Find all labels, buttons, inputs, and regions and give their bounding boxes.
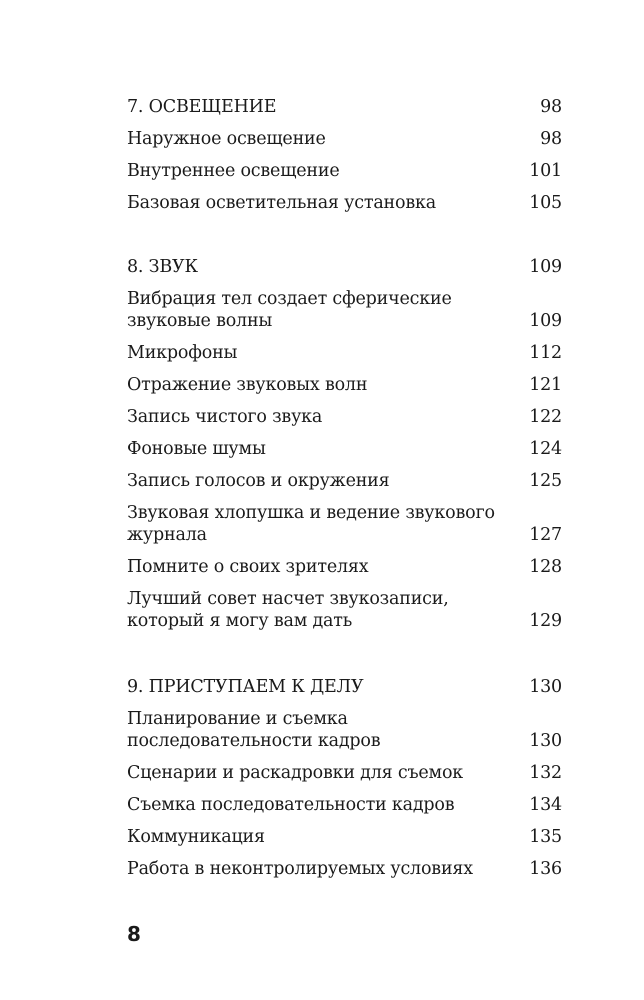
entry-title: Отражение звуковых волн [127,375,368,395]
toc-entry[interactable] [127,406,562,428]
entry-page: 98 [540,129,562,149]
chapter-title: 9. ПРИСТУПАЕМ К ДЕЛУ [127,677,364,697]
entry-page: 128 [529,557,562,577]
entry-page: 129 [529,611,562,631]
entry-title: Наружное освещение [127,129,326,149]
entry-title: Планирование и съемка последовательности кадров [127,709,381,751]
toc-entry[interactable] [127,826,562,848]
entry-page: 130 [529,731,562,751]
chapter-heading[interactable] [127,676,562,698]
entry-page: 112 [529,343,562,363]
toc-entry[interactable] [127,288,562,332]
chapter-8 [127,256,562,642]
chapter-title: 8. ЗВУК [127,257,198,277]
chapter-9 [127,676,562,890]
entry-page: 127 [529,525,562,545]
chapter-page: 109 [529,257,562,277]
chapter-heading[interactable] [127,256,562,278]
entry-title: Помните о своих зрителях [127,557,369,577]
toc-entry[interactable] [127,588,562,632]
chapter-7 [127,96,562,224]
entry-title: Звуковая хлопушка и ведение звукового журнала [127,503,495,545]
toc-entry[interactable] [127,374,562,396]
entry-page: 101 [529,161,562,181]
entry-title: Фоновые шумы [127,439,266,459]
chapter-heading[interactable] [127,96,562,118]
entry-page: 136 [529,859,562,879]
chapter-title: 7. ОСВЕЩЕНИЕ [127,97,277,117]
toc-entry[interactable] [127,470,562,492]
entry-title: Внутреннее освещение [127,161,340,181]
entry-title: Запись чистого звука [127,407,323,427]
entry-page: 132 [529,763,562,783]
toc-entry[interactable] [127,708,562,752]
entry-title: Коммуникация [127,827,265,847]
entry-page: 124 [529,439,562,459]
toc-entry[interactable] [127,762,562,784]
toc-entry[interactable] [127,794,562,816]
chapter-page: 130 [529,677,562,697]
entry-page: 109 [529,311,562,331]
entry-title: Сценарии и раскадровки для съемок [127,763,464,783]
entry-title: Работа в неконтролируемых условиях [127,859,473,879]
entry-title: Базовая осветительная установка [127,193,436,213]
toc-entry[interactable] [127,192,562,214]
toc-entry[interactable] [127,342,562,364]
entry-title: Микрофоны [127,343,238,363]
entry-page: 121 [529,375,562,395]
entry-page: 122 [529,407,562,427]
chapter-page: 98 [540,97,562,117]
entry-page: 135 [529,827,562,847]
entry-page: 134 [529,795,562,815]
entry-title: Вибрация тел создает сферические звуковые волны [127,289,452,331]
entry-title: Запись голосов и окружения [127,471,390,491]
entry-page: 125 [529,471,562,491]
entry-page: 105 [529,193,562,213]
toc-entry[interactable] [127,128,562,150]
entry-title: Съемка последовательности кадров [127,795,455,815]
folio-page-number: 8 [127,922,141,946]
toc-entry[interactable] [127,438,562,460]
toc-entry[interactable] [127,502,562,546]
entry-title: Лучший совет насчет звукозаписи, который я могу вам дать [127,589,449,631]
toc-entry[interactable] [127,858,562,880]
toc-entry[interactable] [127,160,562,182]
toc-entry[interactable] [127,556,562,578]
